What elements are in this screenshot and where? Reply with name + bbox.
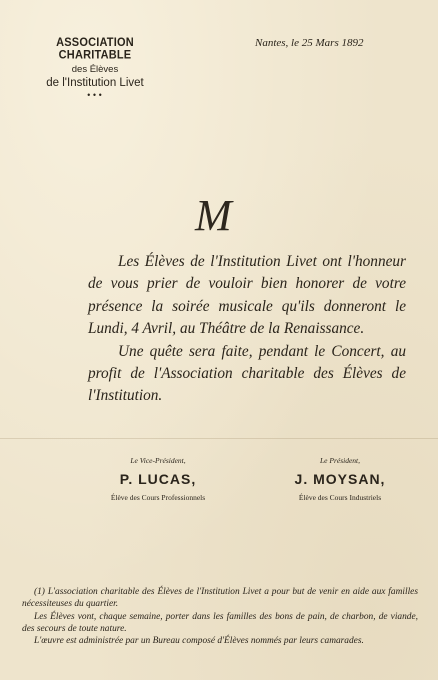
letterhead: [20, 37, 170, 100]
association-institution: de l'Institution Livet: [46, 77, 144, 89]
signature-name: J. MOYSAN,: [294, 471, 386, 487]
invitation-paragraph: Une quête sera faite, pendant le Concert, au profit de l'Association charitable des Élèves de l'Institution.: [88, 342, 406, 405]
footnote: Les Élèves vont, chaque semaine, porter dans les familles des bons de pain, de charbon, de viande, des secours de toute nature.: [22, 611, 418, 634]
dateline: Nantes, le 25 Mars 1892: [255, 37, 364, 49]
signature-description: Élève des Cours Professionnels: [110, 493, 206, 502]
invitation-body: [88, 251, 406, 408]
signature-name: P. LUCAS,: [119, 471, 197, 487]
footnote: L'œuvre est administrée par un Bureau composé d'Élèves nommés par leurs camarades.: [34, 636, 364, 647]
signature-president: [270, 456, 410, 502]
letterhead-ornament: •••: [86, 91, 104, 100]
footnote: (1) L'association charitable des Élèves de l'Institution Livet a pour but de venir en aide aux familles nécessiteuses du quartier.: [22, 587, 418, 610]
association-title: ASSOCIATION CHARITABLE: [56, 36, 134, 62]
salutation-monogram: M: [195, 191, 232, 240]
signature-description: Élève des Cours Industriels: [298, 493, 382, 502]
paper-fold-line: [0, 438, 438, 439]
signature-role: Le Président,: [320, 456, 360, 465]
signature-vice-president: [88, 456, 228, 502]
signature-role: Le Vice-Président,: [130, 456, 186, 465]
footnotes: [22, 586, 418, 647]
invitation-paragraph: Les Élèves de l'Institution Livet ont l'honneur de vous prier de vouloir bien honorer de votre présence la soirée musicale qu'ils donneront le Lundi, 4 Avril, au Théâtre de la Renaissance.: [88, 253, 406, 338]
association-subtitle: des Élèves: [71, 64, 119, 75]
